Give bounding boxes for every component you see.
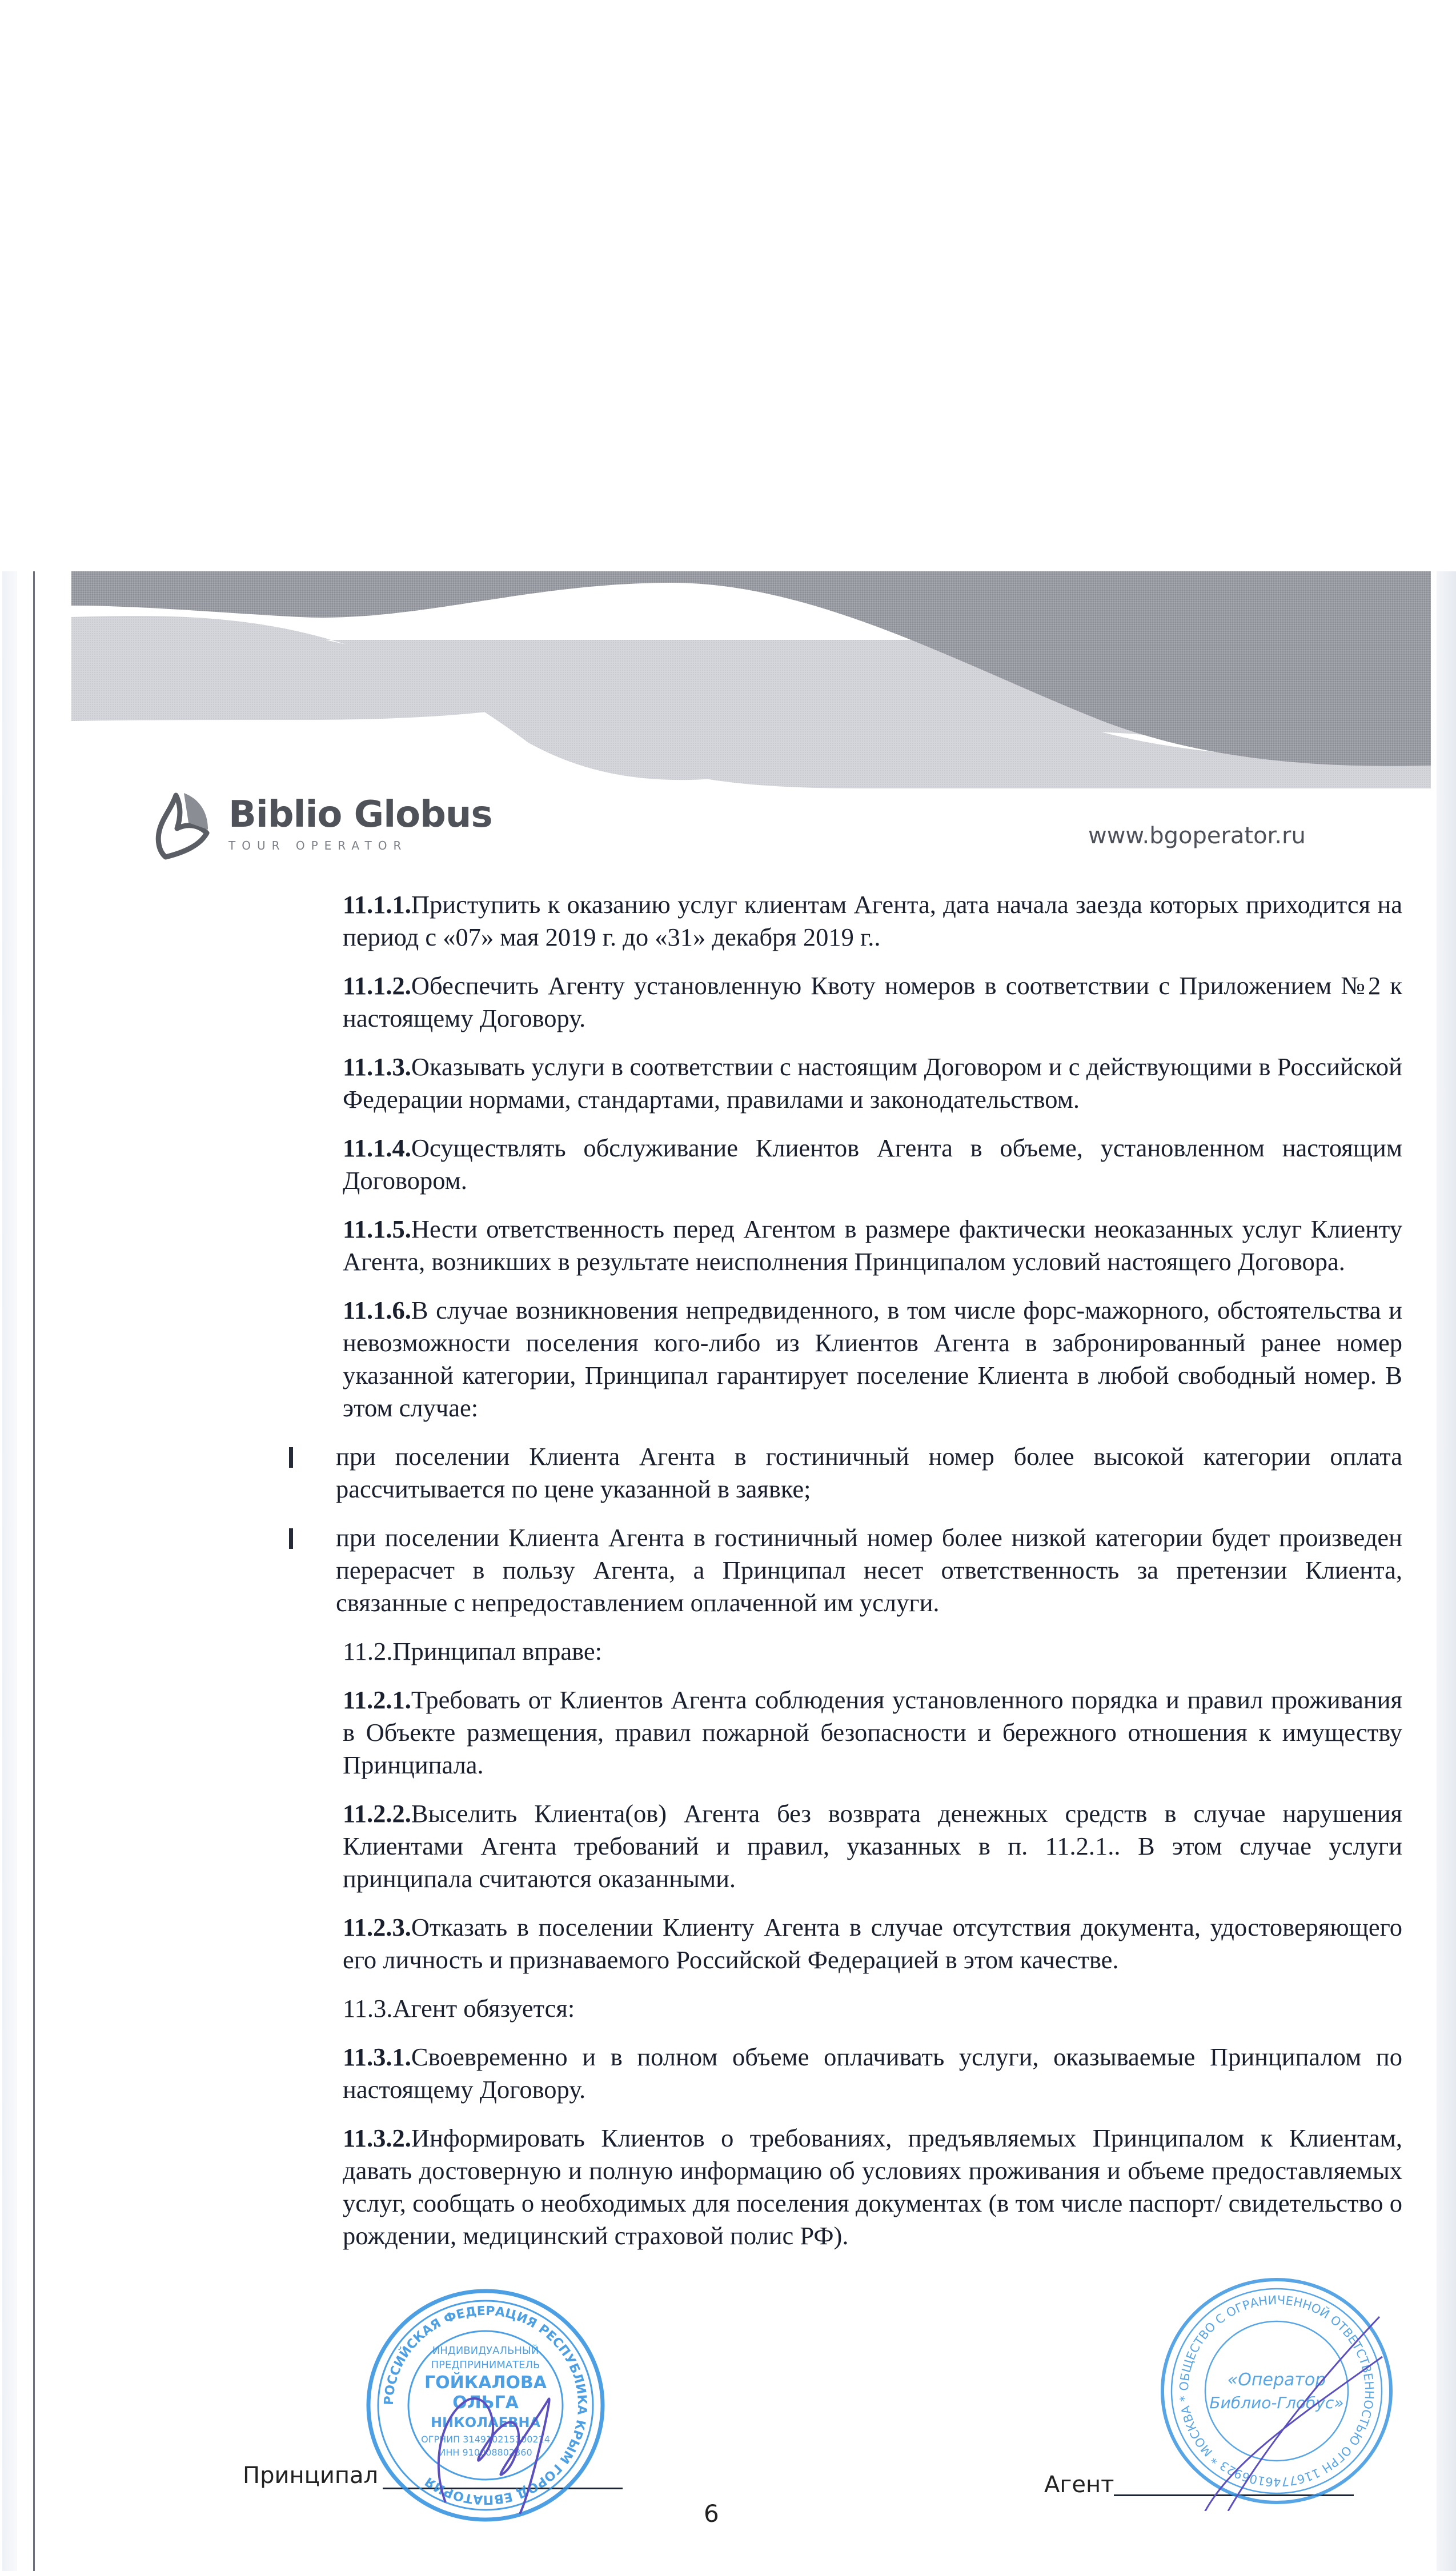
- principal-stamp-line: ИНН 910008802360: [439, 2447, 532, 2458]
- header-wave-banner: [71, 571, 1431, 788]
- website-url[interactable]: www.bgoperator.ru: [1088, 823, 1306, 849]
- clause-11-2-1: 11.2.1.Требовать от Клиентов Агента соблюдения установленного порядка и правил проживания в Объекте размещения, правил пожарной безопасности и бережного отношения к имуществу Принципала.: [343, 1685, 1402, 1779]
- logo-tagline: TOUR OPERATOR: [228, 838, 408, 852]
- clause-11-2-3: 11.2.3.Отказать в поселении Клиенту Агента в случае отсутствия документа, удостоверяющего его личность и признаваемого Российской Федерацией в этом качестве.: [343, 1913, 1402, 1974]
- agent-signature-line: [1114, 2494, 1354, 2496]
- agent-stamp-ring-text: ОБЩЕСТВО С ОГРАНИЧЕННОЙ ОТВЕТСТВЕННОСТЬЮ ОГРН 1167746106923 * МОСКВА *: [1177, 2293, 1377, 2489]
- clause-11-3-2: 11.3.2.Информировать Клиентов о требованиях, предъявляемых Принципалом к Клиентам, давать достоверную и полную информацию об условиях проживания и объеме предоставляемых услуг, сообщать о необходимых для поселения документах (в том числе паспорт/ свидетельство о рождении, медицинский страховой полис РФ).: [343, 2124, 1402, 2250]
- logo-name: Biblio Globus: [228, 793, 492, 836]
- principal-stamp-line: ОЛЬГА: [452, 2393, 519, 2413]
- clause-11-1-1: 11.1.1.Приступить к оказанию услуг клиентам Агента, дата начала заезда которых приходится на период с «07» мая 2019 г. до «31» декабря 2019 г..: [343, 890, 1402, 951]
- page-number: 6: [704, 2500, 719, 2528]
- page-border-line: [33, 571, 35, 2571]
- principal-stamp-line: ОГРНИП 314910215300214: [421, 2434, 550, 2445]
- principal-stamp-line: НИКОЛАЕВНА: [430, 2414, 541, 2430]
- scan-edge-right: [1437, 571, 1456, 2571]
- clause-11-1-5: 11.1.5.Нести ответственность перед Агентом в размере фактически неоказанных услуг Клиенту Агента, возникших в результате неисполнения Принципалом условий настоящего Договора.: [343, 1215, 1402, 1276]
- bullet-marker: [289, 1447, 293, 1468]
- scan-edge-left: [2, 571, 17, 2571]
- document-body: [336, 888, 1402, 2268]
- agent-stamp-line: «Оператор: [1227, 2370, 1326, 2390]
- clause-11-1-3: 11.1.3.Оказывать услуги в соответствии с настоящим Договором и с действующими в Российской Федерации нормами, стандартами, правилами и законодательством.: [343, 1052, 1402, 1114]
- clause-11-1-2: 11.1.2.Обеспечить Агенту установленную Квоту номеров в соответствии с Приложением №2 к настоящему Договору.: [343, 971, 1402, 1032]
- principal-stamp-line: ГОЙКАЛОВА: [424, 2373, 547, 2393]
- clause-11-2: 11.2.Принципал вправе:: [343, 1637, 602, 1665]
- clause-11-1-6: 11.1.6.В случае возникновения непредвиденного, в том числе форс-мажорного, обстоятельства и невозможности поселения кого-либо из Клиентов Агента в забронированный ранее номер указанной категории, Принципал гарантирует поселение Клиента в любой свободный номер. В этом случае:: [343, 1296, 1402, 1422]
- agent-stamp-line: Библио-Глобус»: [1209, 2393, 1344, 2412]
- signature-row: [0, 2457, 1456, 2525]
- principal-stamp-ring-text: РОССИЙСКАЯ ФЕДЕРАЦИЯ РЕСПУБЛИКА КРЫМ ГОРОД ЕВПАТОРИЯ: [382, 2304, 589, 2507]
- principal-label: Принципал: [243, 2462, 379, 2489]
- principal-stamp-line: ПРЕДПРИНИМАТЕЛЬ: [431, 2359, 540, 2371]
- clause-11-2-2: 11.2.2.Выселить Клиента(ов) Агента без возврата денежных средств в случае нарушения Клиентами Агента требований и правил, указанных в п. 11.2.1.. В этом случае услуги принципала считаются оказанными.: [343, 1799, 1402, 1893]
- bullet-item: при поселении Клиента Агента в гостиничный номер более низкой категории будет произведен перерасчет в пользу Агента, а Принципал несет ответственность за претензии Клиента, связанные с непредоставлением оплаченной им услуги.: [336, 1521, 1402, 1619]
- clause-11-3: 11.3.Агент обязуется:: [343, 1994, 575, 2023]
- agent-label: Агент: [1044, 2472, 1114, 2498]
- principal-signature-line: [383, 2488, 623, 2489]
- bullet-marker: [289, 1528, 293, 1549]
- biblio-globus-logo-icon: [154, 788, 218, 860]
- clause-11-1-4: 11.1.4.Осуществлять обслуживание Клиентов Агента в объеме, установленном настоящим Договором.: [343, 1134, 1402, 1195]
- principal-stamp-line: ИНДИВИДУАЛЬНЫЙ: [432, 2345, 539, 2357]
- bullet-item: при поселении Клиента Агента в гостиничный номер более высокой категории оплата рассчитывается по цене указанной в заявке;: [336, 1440, 1402, 1505]
- clause-11-3-1: 11.3.1.Своевременно и в полном объеме оплачивать услуги, оказываемые Принципалом по настоящему Договору.: [343, 2043, 1402, 2104]
- company-logo: [154, 788, 492, 860]
